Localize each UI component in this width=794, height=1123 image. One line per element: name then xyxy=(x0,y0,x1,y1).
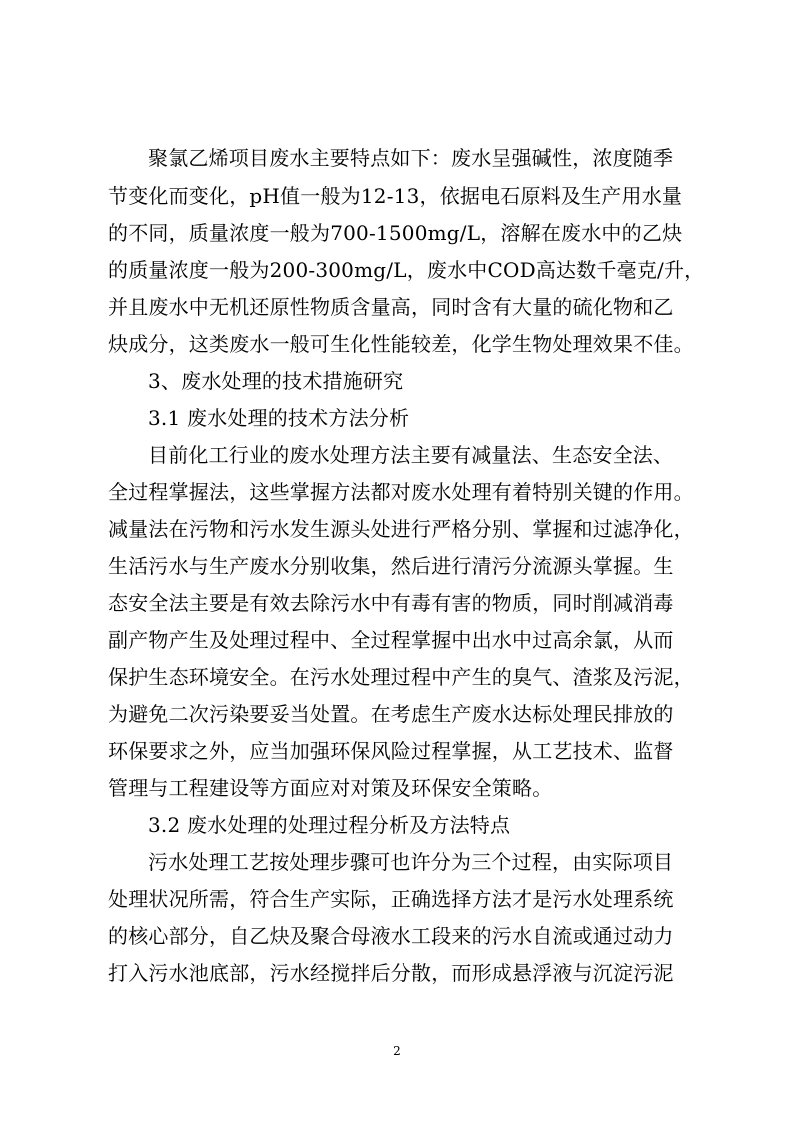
paragraph-line: 为避免二次污染要妥当处置。在考虑生产废水达标处理民排放的 xyxy=(108,702,674,726)
paragraph-line: 的核心部分，自乙炔及聚合母液水工段来的污水自流或通过动力 xyxy=(108,924,674,948)
paragraph-line: 态安全法主要是有效去除污水中有毒有害的物质，同时削减消毒 xyxy=(108,591,674,615)
paragraph-line: 目前化工行业的废水处理方法主要有减量法、生态安全法、 xyxy=(148,443,674,467)
paragraph-line: 处理状况所需，符合生产实际，正确选择方法才是污水处理系统 xyxy=(108,887,674,911)
paragraph-line: 保护生态环境安全。在污水处理过程中产生的臭气、渣浆及污泥， xyxy=(108,665,694,689)
paragraph-line: 炔成分，这类废水一般可生化性能较差，化学生物处理效果不佳。 xyxy=(108,332,694,356)
paragraph-line: 生活污水与生产废水分别收集，然后进行清污分流源头掌握。生 xyxy=(108,554,674,578)
paragraph-line: 全过程掌握法，这些掌握方法都对废水处理有着特别关键的作用。 xyxy=(108,480,694,504)
paragraph-line: 聚氯乙烯项目废水主要特点如下：废水呈强碱性，浓度随季 xyxy=(148,146,674,170)
paragraph-line: 副产物产生及处理过程中、全过程掌握中出水中过高余氯，从而 xyxy=(108,628,674,652)
paragraph-line: 的质量浓度一般为200-300mg/L，废水中COD高达数千毫克/升， xyxy=(108,258,705,282)
paragraph-line: 的不同，质量浓度一般为700-1500mg/L，溶解在废水中的乙炔 xyxy=(108,221,683,245)
subsection-heading: 3.1 废水处理的技术方法分析 xyxy=(148,406,410,430)
paragraph-line: 环保要求之外，应当加强环保风险过程掌握，从工艺技术、监督 xyxy=(108,739,674,763)
paragraph-line: 打入污水池底部，污水经搅拌后分散，而形成悬浮液与沉淀污泥 xyxy=(108,961,674,985)
paragraph-line: 并且废水中无机还原性物质含量高，同时含有大量的硫化物和乙 xyxy=(108,295,674,319)
paragraph-line: 节变化而变化，pH值一般为12-13，依据电石原料及生产用水量 xyxy=(108,184,683,208)
page-number: 2 xyxy=(393,1044,401,1058)
paragraph-line: 管理与工程建设等方面应对对策及环保安全策略。 xyxy=(108,776,553,800)
paragraph-line: 污水处理工艺按处理步骤可也许分为三个过程，由实际项目 xyxy=(148,850,674,874)
paragraph-line: 减量法在污物和污水发生源头处进行严格分别、掌握和过滤净化， xyxy=(108,517,694,541)
subsection-heading: 3.2 废水处理的处理过程分析及方法特点 xyxy=(148,813,511,837)
section-heading: 3、废水处理的技术措施研究 xyxy=(148,369,404,393)
